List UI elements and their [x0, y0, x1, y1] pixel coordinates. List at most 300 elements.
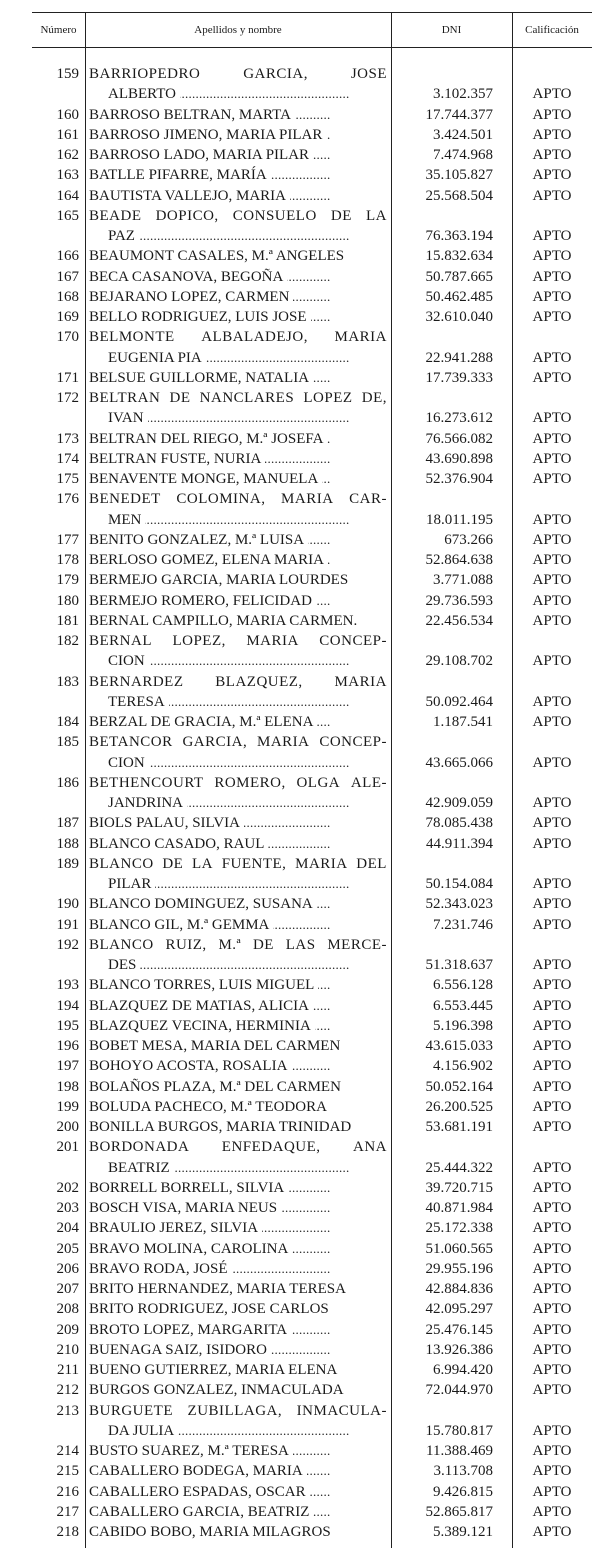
row-name [89, 267, 387, 287]
table-row [32, 915, 592, 935]
row-name-text: BIOLS PALAU, SILVIA [89, 815, 244, 831]
row-name-text: BLANCO GIL, M.ª GEMMA [89, 917, 273, 933]
row-name [89, 1461, 387, 1481]
row-name [89, 1239, 387, 1259]
table-row-continuation [32, 408, 592, 428]
row-calificacion: APTO [532, 1443, 572, 1459]
row-dni: 5.389.121 [433, 1524, 493, 1540]
row-dni: 42.909.059 [425, 795, 493, 811]
row-calificacion: APTO [532, 511, 572, 528]
row-name-text: BOSCH VISA, MARIA NEUS [89, 1200, 281, 1216]
table-row [32, 1380, 592, 1400]
row-name-text: CABALLERO ESPADAS, OSCAR [89, 1484, 310, 1500]
row-dni: 22.941.288 [425, 349, 493, 366]
table-row [32, 1441, 592, 1461]
row-dni: 18.011.195 [426, 511, 493, 528]
row-dni: 52.343.023 [425, 896, 493, 913]
row-number: 188 [56, 835, 79, 852]
row-number: 164 [56, 187, 79, 204]
row-name-text: BURGOS GONZALEZ, INMACULADA [89, 1382, 348, 1398]
row-dni: 4.156.902 [433, 1058, 493, 1075]
row-dni: 11.388.469 [426, 1443, 493, 1459]
table-row [32, 935, 592, 955]
row-name-text: BUSTO SUAREZ, M.ª TERESA [89, 1443, 293, 1459]
table-row [32, 105, 592, 125]
row-dni: 6.553.445 [433, 997, 493, 1014]
row-name [89, 1056, 387, 1076]
row-name [89, 449, 387, 469]
row-dni: 25.172.338 [425, 1220, 493, 1237]
row-number: 190 [56, 896, 79, 913]
table-row [32, 125, 592, 145]
row-dni: 50.092.464 [425, 693, 493, 710]
row-calificacion: APTO [532, 714, 572, 730]
row-dni: 51.060.565 [425, 1240, 493, 1257]
row-name [89, 1259, 387, 1279]
row-dni: 6.556.128 [433, 977, 493, 994]
row-calificacion: APTO [532, 876, 572, 892]
row-dni: 7.231.746 [433, 916, 493, 933]
table-row [32, 1259, 592, 1279]
row-name-text: BOHOYO ACOSTA, ROSALIA [89, 1058, 291, 1074]
row-name-text: BARROSO JIMENO, MARIA PILAR [89, 127, 326, 143]
table-row [32, 1360, 592, 1380]
table-row [32, 1502, 592, 1522]
row-name [89, 1340, 387, 1360]
row-name-text: BRAVO MOLINA, CAROLINA [89, 1241, 292, 1257]
row-name: BETANCOR GARCIA, MARIA CONCEP- [89, 734, 387, 751]
row-number: 181 [56, 612, 79, 629]
row-name-text: BLANCO DOMINGUEZ, SUSANA [89, 896, 317, 912]
row-dni: 43.690.898 [425, 450, 493, 467]
row-name-continuation [108, 1158, 387, 1178]
row-name: BELMONTE ALBALADEJO, MARIA [89, 329, 387, 346]
row-name [89, 975, 387, 995]
row-calificacion: APTO [532, 1483, 572, 1500]
row-dni: 9.426.815 [433, 1483, 493, 1500]
table-row [32, 1137, 592, 1157]
table-row [32, 1117, 592, 1137]
row-dni: 3.113.708 [433, 1463, 493, 1480]
row-name [89, 125, 387, 145]
row-name-text: BARROSO LADO, MARIA PILAR [89, 147, 313, 163]
table-row [32, 368, 592, 388]
table-row-continuation [32, 874, 592, 894]
row-dni: 39.720.715 [425, 1179, 493, 1196]
row-calificacion: APTO [532, 349, 572, 366]
row-name-text: BELLO RODRIGUEZ, LUIS JOSE [89, 309, 311, 325]
row-name-text: BELTRAN DEL RIEGO, M.ª JOSEFA [89, 431, 327, 447]
row-name [89, 1360, 387, 1380]
row-name-text: BELTRAN FUSTE, NURIA [89, 451, 265, 467]
row-dni: 3.424.501 [433, 126, 493, 143]
table-row-continuation [32, 793, 592, 813]
row-name: BLANCO RUIZ, M.ª DE LAS MERCE- [89, 936, 387, 953]
table-row [32, 530, 592, 550]
row-dni: 72.044.970 [425, 1382, 493, 1399]
row-number: 195 [56, 1017, 79, 1034]
row-calificacion: APTO [532, 1058, 572, 1075]
row-calificacion: APTO [532, 1098, 572, 1115]
row-calificacion: APTO [532, 126, 572, 143]
row-dni: 29.108.702 [425, 653, 493, 670]
row-name [89, 1097, 387, 1117]
row-dni: 673.266 [444, 531, 493, 548]
row-name: BELTRAN DE NANCLARES LOPEZ DE, [89, 390, 387, 406]
table-row [32, 1340, 592, 1360]
row-calificacion: APTO [532, 1301, 572, 1318]
row-calificacion: APTO [532, 288, 572, 305]
row-number: 206 [56, 1260, 79, 1277]
row-name-text: BLAZQUEZ VECINA, HERMINIA [89, 1018, 315, 1034]
row-name-continuation [108, 408, 387, 428]
row-name-continuation [108, 348, 387, 368]
row-name [89, 165, 387, 185]
table-row [32, 145, 592, 165]
row-name-continuation [108, 1421, 387, 1441]
row-number: 193 [56, 977, 79, 994]
row-name-continuation-text: TERESA [108, 694, 169, 710]
row-name-continuation [108, 226, 387, 246]
table-row [32, 1218, 592, 1238]
row-number: 207 [56, 1281, 79, 1297]
row-name [89, 1218, 387, 1238]
row-name-continuation-text: DES [108, 957, 140, 973]
row-calificacion: APTO [532, 430, 572, 447]
row-name [89, 105, 387, 125]
row-number: 162 [56, 147, 79, 163]
row-name-text: BROTO LOPEZ, MARGARITA [89, 1322, 291, 1338]
row-number: 167 [56, 268, 79, 285]
row-dni: 26.200.525 [425, 1098, 493, 1115]
row-name-text: BAUTISTA VALLEJO, MARIA [89, 188, 290, 204]
table-row [32, 591, 592, 611]
row-calificacion: APTO [532, 410, 572, 427]
table-row [32, 469, 592, 489]
row-calificacion: APTO [532, 1382, 572, 1399]
row-dni: 76.566.082 [425, 430, 493, 447]
row-number: 180 [56, 592, 79, 609]
row-number: 199 [56, 1098, 79, 1115]
table-row [32, 64, 592, 84]
row-name-text: BERLOSO GOMEZ, ELENA MARIA [89, 552, 328, 568]
row-name-text: BELSUE GUILLORME, NATALIA [89, 370, 313, 386]
row-calificacion: APTO [532, 1038, 572, 1054]
row-name [89, 1380, 387, 1400]
table-row-continuation [32, 84, 592, 104]
row-calificacion: APTO [532, 1260, 572, 1277]
row-dni: 7.474.968 [433, 147, 493, 163]
row-calificacion: APTO [532, 1220, 572, 1237]
row-name-text: BOLUDA PACHECO, M.ª TEODORA [89, 1099, 331, 1115]
table-row-continuation [32, 226, 592, 246]
row-name [89, 1279, 387, 1299]
row-calificacion: APTO [532, 957, 572, 973]
table-row [32, 1036, 592, 1056]
row-number: 168 [56, 288, 79, 305]
row-number: 177 [56, 531, 79, 548]
row-calificacion: APTO [532, 1463, 572, 1480]
table-row [32, 1279, 592, 1299]
row-dni: 15.780.817 [425, 1422, 493, 1439]
row-calificacion: APTO [532, 977, 572, 994]
table-row [32, 550, 592, 570]
row-number: 197 [56, 1058, 79, 1075]
row-name [89, 591, 387, 611]
row-dni: 5.196.398 [433, 1017, 493, 1034]
row-calificacion: APTO [532, 1017, 572, 1034]
row-dni: 3.102.357 [433, 86, 493, 103]
row-dni: 50.154.084 [425, 876, 493, 892]
row-calificacion: APTO [532, 167, 572, 184]
row-number: 191 [56, 916, 79, 933]
row-name [89, 570, 387, 590]
row-number: 169 [56, 309, 79, 325]
row-calificacion: APTO [532, 268, 572, 285]
row-calificacion: APTO [532, 754, 572, 771]
row-name-text: BUENAGA SAIZ, ISIDORO [89, 1342, 271, 1358]
table-row [32, 165, 592, 185]
row-name [89, 1482, 387, 1502]
table-row [32, 206, 592, 226]
row-name [89, 1117, 387, 1137]
row-name-continuation [108, 874, 387, 894]
row-calificacion: APTO [532, 997, 572, 1014]
row-name [89, 1198, 387, 1218]
row-calificacion: APTO [532, 369, 572, 386]
table-row [32, 631, 592, 651]
table-row [32, 1522, 592, 1542]
row-number: 209 [56, 1321, 79, 1338]
row-number: 182 [56, 633, 79, 649]
row-name-continuation [108, 955, 387, 975]
header-numero: Número [40, 23, 77, 36]
row-name-text: BLANCO TORRES, LUIS MIGUEL [89, 977, 318, 993]
row-name-text: BRITO RODRIGUEZ, JOSE CARLOS [89, 1301, 333, 1317]
row-calificacion: APTO [532, 612, 572, 629]
row-name [89, 1036, 387, 1056]
table-row [32, 307, 592, 327]
row-calificacion: APTO [532, 1524, 572, 1540]
row-name: BEADE DOPICO, CONSUELO DE LA [89, 207, 387, 224]
row-number: 214 [56, 1443, 79, 1459]
table-row [32, 1097, 592, 1117]
row-number: 217 [56, 1503, 79, 1520]
row-name-continuation-text: PAZ [108, 228, 139, 244]
table-row-continuation [32, 510, 592, 530]
row-calificacion: APTO [532, 309, 572, 325]
row-name-text: CABIDO BOBO, MARIA MILAGROS [89, 1524, 335, 1540]
row-name [89, 834, 387, 854]
row-name [89, 368, 387, 388]
row-name-text: CABALLERO BODEGA, MARIA [89, 1463, 307, 1479]
row-name-continuation-text: CION [108, 653, 149, 669]
row-dni: 16.273.612 [425, 410, 493, 427]
table-row [32, 1482, 592, 1502]
row-calificacion: APTO [532, 106, 572, 123]
row-calificacion: APTO [532, 1119, 572, 1135]
row-number: 196 [56, 1038, 79, 1054]
row-number: 192 [56, 936, 79, 953]
row-dni: 40.871.984 [425, 1200, 493, 1216]
table-row [32, 570, 592, 590]
table-row [32, 1320, 592, 1340]
table-row-continuation [32, 1158, 592, 1178]
row-number: 205 [56, 1240, 79, 1257]
table-row [32, 1239, 592, 1259]
row-calificacion: APTO [532, 916, 572, 933]
table-row-continuation [32, 753, 592, 773]
row-calificacion: APTO [532, 592, 572, 609]
row-dni: 17.744.377 [425, 106, 493, 123]
row-dni: 43.665.066 [425, 754, 493, 771]
row-name: BURGUETE ZUBILLAGA, INMACULA- [89, 1402, 387, 1419]
table-row [32, 429, 592, 449]
table-row [32, 388, 592, 408]
row-name-text: BOBET MESA, MARIA DEL CARMEN [89, 1038, 344, 1054]
row-calificacion: APTO [532, 1503, 572, 1520]
table-row [32, 1299, 592, 1319]
row-name: BERNAL LOPEZ, MARIA CONCEP- [89, 633, 387, 649]
row-name [89, 996, 387, 1016]
row-calificacion: APTO [532, 835, 572, 852]
row-name-text: BENAVENTE MONGE, MANUELA [89, 471, 322, 487]
row-number: 176 [56, 491, 79, 508]
row-name: BORDONADA ENFEDAQUE, ANA [89, 1139, 387, 1156]
row-name-text: BERMEJO GARCIA, MARIA LOURDES [89, 572, 352, 588]
row-dni: 29.736.593 [425, 592, 493, 609]
row-name-continuation-text: IVAN [108, 410, 148, 426]
row-name-text: BONILLA BURGOS, MARIA TRINIDAD [89, 1119, 355, 1135]
row-calificacion: APTO [532, 1362, 572, 1378]
table-row [32, 246, 592, 266]
row-name: BARRIOPEDRO GARCIA, JOSE [89, 66, 387, 82]
row-calificacion: APTO [532, 1078, 572, 1095]
table-row [32, 975, 592, 995]
row-number: 203 [56, 1200, 79, 1216]
row-number: 185 [56, 734, 79, 751]
row-dni: 6.994.420 [433, 1362, 493, 1378]
table-row [32, 732, 592, 752]
row-number: 170 [56, 329, 79, 346]
row-name [89, 186, 387, 206]
row-name [89, 550, 387, 570]
row-number: 179 [56, 572, 79, 589]
row-number: 186 [56, 774, 79, 791]
row-name: BLANCO DE LA FUENTE, MARIA DEL [89, 855, 387, 872]
row-number: 165 [56, 207, 79, 224]
table-row [32, 1401, 592, 1421]
row-name-text: BOLAÑOS PLAZA, M.ª DEL CARMEN [89, 1079, 345, 1095]
header-nombre: Apellidos y nombre [194, 23, 282, 36]
row-name [89, 1441, 387, 1461]
row-number: 160 [56, 106, 79, 123]
row-calificacion: APTO [532, 1179, 572, 1196]
row-name [89, 894, 387, 914]
table-row [32, 1198, 592, 1218]
row-calificacion: APTO [532, 572, 572, 589]
table-row-continuation [32, 1421, 592, 1441]
row-number: 173 [56, 430, 79, 447]
row-dni: 52.864.638 [425, 552, 493, 568]
row-dni: 32.610.040 [425, 309, 493, 325]
header-rule [32, 47, 592, 48]
row-number: 175 [56, 471, 79, 487]
table-row [32, 287, 592, 307]
row-name [89, 1320, 387, 1340]
table-row [32, 489, 592, 509]
row-name [89, 429, 387, 449]
row-calificacion: APTO [532, 531, 572, 548]
row-name [89, 1502, 387, 1522]
row-name: BENEDET COLOMINA, MARIA CAR- [89, 491, 387, 508]
row-name-continuation-text: PILAR [108, 876, 155, 892]
row-name [89, 1299, 387, 1319]
row-number: 183 [56, 673, 79, 690]
row-name-continuation-text: BEATRIZ [108, 1160, 174, 1176]
row-number: 198 [56, 1078, 79, 1095]
row-number: 159 [56, 66, 79, 82]
row-name [89, 145, 387, 165]
row-calificacion: APTO [532, 248, 572, 265]
row-name [89, 307, 387, 327]
row-calificacion: APTO [532, 147, 572, 163]
row-name-continuation-text: CION [108, 755, 149, 771]
row-name: BETHENCOURT ROMERO, OLGA ALE- [89, 774, 387, 791]
row-number: 201 [56, 1139, 79, 1156]
row-number: 204 [56, 1220, 79, 1237]
row-calificacion: APTO [532, 228, 572, 244]
row-name [89, 611, 387, 631]
table-row [32, 1178, 592, 1198]
row-number: 208 [56, 1301, 79, 1318]
table-body [32, 64, 592, 1542]
table-row [32, 611, 592, 631]
row-number: 194 [56, 997, 79, 1014]
row-name-continuation [108, 510, 387, 530]
row-name-continuation [108, 84, 387, 104]
row-name-continuation-text: MEN [108, 512, 145, 528]
row-dni: 51.318.637 [425, 957, 493, 973]
row-name-text: BRAULIO JEREZ, SILVIA [89, 1220, 262, 1236]
row-dni: 29.955.196 [425, 1260, 493, 1277]
table-row [32, 1461, 592, 1481]
row-number: 212 [56, 1382, 79, 1399]
row-name [89, 246, 387, 266]
row-name: BERNARDEZ BLAZQUEZ, MARIA [89, 673, 387, 690]
row-calificacion: APTO [532, 187, 572, 204]
row-name-text: BERZAL DE GRACIA, M.ª ELENA [89, 714, 317, 730]
row-name-continuation-text: EUGENIA PIA [108, 350, 206, 366]
table-row-continuation [32, 348, 592, 368]
row-dni: 25.444.322 [425, 1159, 493, 1176]
row-calificacion: APTO [532, 1321, 572, 1338]
row-dni: 3.771.088 [433, 572, 493, 589]
row-number: 166 [56, 248, 79, 265]
table-row [32, 1077, 592, 1097]
row-number: 189 [56, 855, 79, 872]
row-name-text: BUENO GUTIERREZ, MARIA ELENA [89, 1362, 341, 1378]
row-dni: 35.105.827 [425, 167, 493, 184]
table-row [32, 773, 592, 793]
row-calificacion: APTO [532, 795, 572, 811]
row-number: 215 [56, 1463, 79, 1480]
row-name-text: BERNAL CAMPILLO, MARIA CARMEN. [89, 613, 361, 629]
table-row [32, 449, 592, 469]
row-name [89, 469, 387, 489]
row-dni: 50.052.164 [425, 1078, 493, 1095]
row-number: 213 [56, 1402, 79, 1419]
